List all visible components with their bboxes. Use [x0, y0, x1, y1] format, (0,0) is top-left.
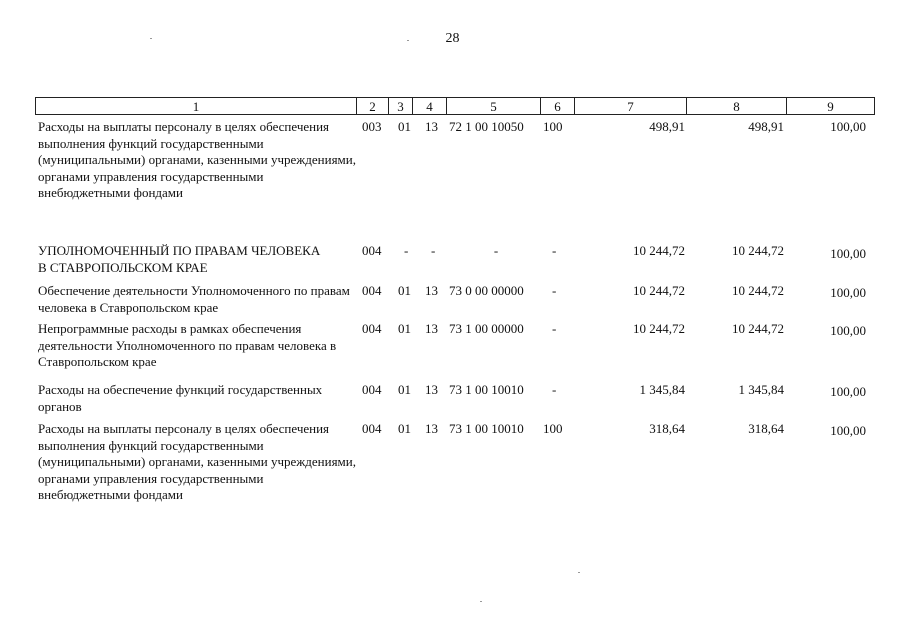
cell-col-7: 10 244,72	[633, 321, 685, 336]
cell-col-8: 10 244,72	[732, 283, 784, 298]
cell-col-6: -	[552, 382, 557, 397]
header-col-8: 8	[686, 98, 786, 114]
header-col-9: 9	[786, 98, 874, 114]
cell-col-6: -	[552, 243, 557, 258]
cell-col-8: 1 345,84	[738, 382, 784, 397]
row-description: Обеспечение деятельности Уполномоченного по правам человека в Ставропольском крае	[38, 283, 350, 315]
row-description: Расходы на выплаты персоналу в целях обеспечения выполнения функций государственными (муниципальными) органами, казенными учреждениями, органами управления государственными внебюджетными фондами	[38, 421, 356, 502]
cell-col-9: 100,00	[830, 384, 866, 399]
scan-speck	[480, 601, 482, 602]
cell-col-4: -	[431, 243, 436, 258]
cell-col-4: 13	[425, 382, 438, 397]
cell-col-9: 100,00	[830, 119, 866, 134]
cell-col-5: 73 1 00 00000	[449, 321, 524, 336]
row-description: Расходы на обеспечение функций государственных органов	[38, 382, 323, 414]
header-col-2: 2	[356, 98, 388, 114]
header-col-7: 7	[574, 98, 686, 114]
cell-col-9: 100,00	[830, 246, 866, 261]
page-number: 28	[445, 31, 460, 46]
header-col-1: 1	[192, 99, 200, 114]
scan-speck	[407, 40, 409, 41]
cell-col-9: 100,00	[830, 423, 866, 438]
header-col-3: 3	[388, 98, 412, 114]
cell-col-2: 004	[362, 321, 382, 336]
cell-col-3: 01	[398, 119, 411, 134]
header-col-6: 6	[540, 98, 574, 114]
row-description: УПОЛНОМОЧЕННЫЙ ПО ПРАВАМ ЧЕЛОВЕКА В СТАВРОПОЛЬСКОМ КРАЕ	[38, 243, 321, 275]
cell-col-5: 72 1 00 10050	[449, 119, 524, 134]
cell-col-9: 100,00	[830, 323, 866, 338]
cell-col-5: -	[493, 243, 499, 258]
header-col-5: 5	[446, 98, 540, 114]
cell-col-7: 1 345,84	[639, 382, 685, 397]
cell-col-6: -	[552, 321, 557, 336]
cell-col-6: 100	[543, 119, 563, 134]
cell-col-3: 01	[398, 321, 411, 336]
cell-col-4: 13	[425, 283, 438, 298]
cell-col-6: -	[552, 283, 557, 298]
table-header-row	[35, 97, 875, 115]
cell-col-8: 10 244,72	[732, 243, 784, 258]
cell-col-4: 13	[425, 421, 438, 436]
cell-col-5: 73 1 00 10010	[449, 382, 524, 397]
cell-col-7: 10 244,72	[633, 243, 685, 258]
cell-col-9: 100,00	[830, 285, 866, 300]
cell-col-7: 498,91	[649, 119, 685, 134]
cell-col-7: 318,64	[649, 421, 685, 436]
cell-col-2: 004	[362, 382, 382, 397]
header-col-4: 4	[412, 98, 446, 114]
cell-col-2: 004	[362, 243, 382, 258]
cell-col-2: 003	[362, 119, 382, 134]
scan-speck	[578, 572, 580, 573]
cell-col-3: 01	[398, 421, 411, 436]
cell-col-3: 01	[398, 382, 411, 397]
cell-col-8: 10 244,72	[732, 321, 784, 336]
cell-col-2: 004	[362, 283, 382, 298]
cell-col-8: 498,91	[748, 119, 784, 134]
cell-col-2: 004	[362, 421, 382, 436]
row-description: Расходы на выплаты персоналу в целях обеспечения выполнения функций государственными (муниципальными) органами, казенными учреждениями, органами управления государственными внебюджетными фондами	[38, 119, 356, 200]
scan-speck	[150, 38, 152, 39]
cell-col-6: 100	[543, 421, 563, 436]
cell-col-4: 13	[425, 119, 438, 134]
cell-col-3: -	[404, 243, 409, 258]
cell-col-3: 01	[398, 283, 411, 298]
cell-col-5: 73 1 00 10010	[449, 421, 524, 436]
cell-col-8: 318,64	[748, 421, 784, 436]
cell-col-4: 13	[425, 321, 438, 336]
row-description: Непрограммные расходы в рамках обеспечения деятельности Уполномоченного по правам человека в Ставропольском крае	[38, 321, 337, 369]
cell-col-7: 10 244,72	[633, 283, 685, 298]
cell-col-5: 73 0 00 00000	[449, 283, 524, 298]
